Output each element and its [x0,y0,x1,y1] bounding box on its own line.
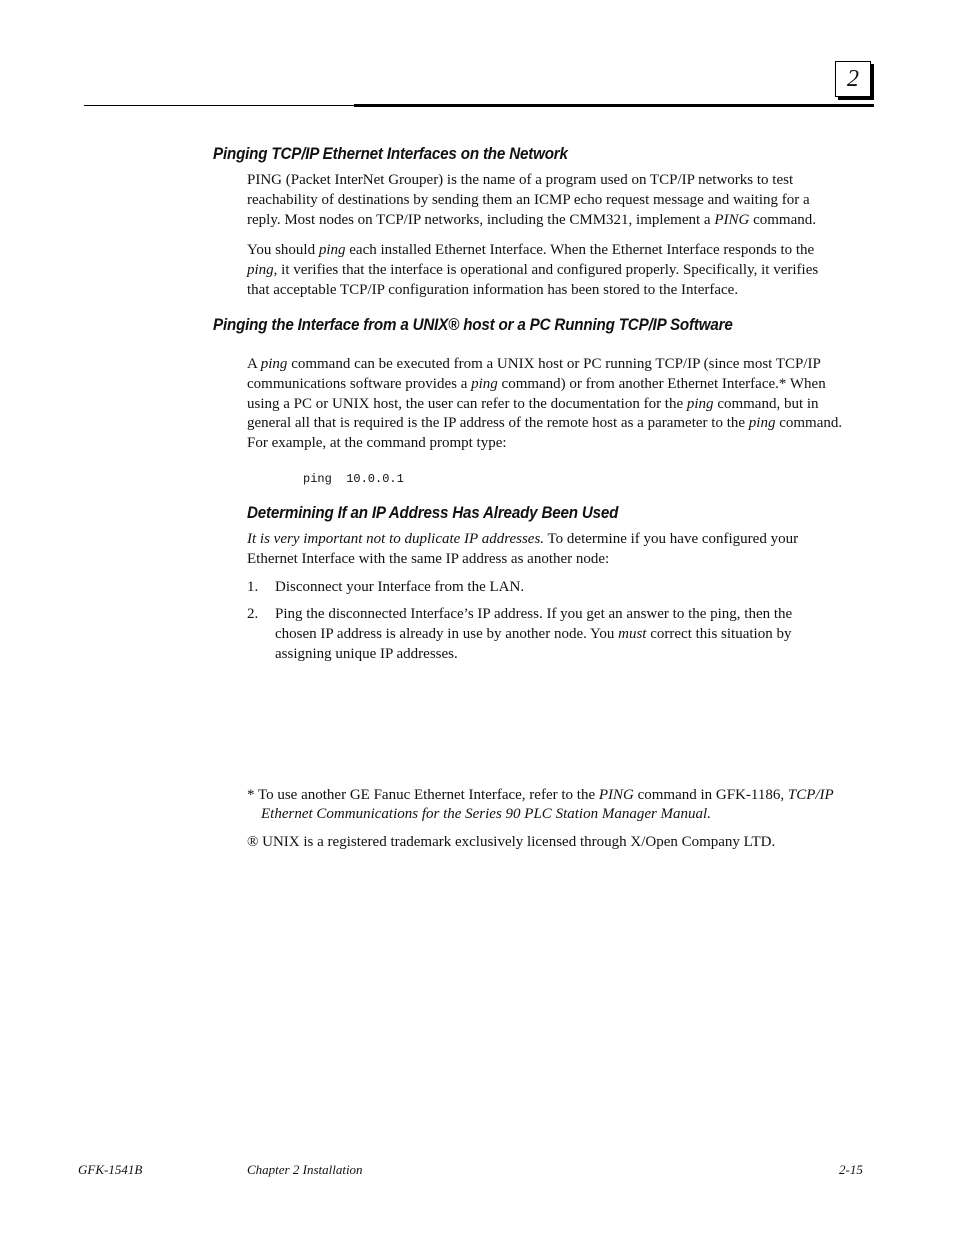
paragraph-ping-definition [247,171,816,230]
footnote-trademark: ® UNIX is a registered trademark exclusively licensed through X/Open Company LTD. [247,834,776,850]
footer-page-number: 2-15 [839,1162,863,1177]
section-heading-unix-pc: Pinging the Interface from a UNIX® host or a PC Running TCP/IP Software [213,316,733,334]
text-line: * To use another GE Fanuc Ethernet Interface, refer to the PING command in GFK-1186, TCP/IP [247,787,834,803]
text-line: For example, at the command prompt type: [247,435,507,452]
section-heading-pinging: Pinging TCP/IP Ethernet Interfaces on the Network [213,145,568,163]
header-rule-thin [84,105,354,106]
footer-doc-number: GFK-1541B [78,1162,143,1177]
text-line: communications software provides a ping command) or from another Ethernet Interface.* When [247,375,826,392]
text-line: Ethernet Interface with the same IP address as another node: [247,550,610,567]
text-line: It is very important not to duplicate IP addresses. To determine if you have configured your [247,531,799,547]
text-line: ping, it verifies that the interface is operational and configured properly. Specifically, it verifies [247,261,819,278]
paragraph-ping-each-interface [247,241,818,300]
text-line: that acceptable TCP/IP configuration information has been stored to the Interface. [247,281,739,298]
command-example: ping 10.0.0.1 [303,472,404,486]
subsection-heading-duplicate-ip: Determining If an IP Address Has Already Been Used [247,504,619,522]
header-rule-thick [354,104,874,107]
text-line: Ethernet Communications for the Series 90 PLC Station Manager Manual. [261,806,711,822]
step-number: 1. [247,579,259,595]
text-line: using a PC or UNIX host, the user can refer to the documentation for the ping command, but in [247,395,819,412]
footer-chapter: Chapter 2 Installation [247,1162,363,1177]
step-number: 2. [247,606,259,622]
text-line: You should ping each installed Ethernet Interface. When the Ethernet Interface responds to the [247,242,815,258]
chapter-number: 2 [847,65,859,92]
chapter-number-box [835,61,871,97]
step-text: Disconnect your Interface from the LAN. [275,579,525,595]
step-text: Ping the disconnected Interface’s IP address. If you get an answer to the ping, then the chosen IP address is already in use by another node. You must correct this situation by assigning unique IP addresses. [275,606,793,662]
text-line: PING (Packet InterNet Grouper) is the name of a program used on TCP/IP networks to test [247,172,794,188]
paragraph-ping-from-host [247,355,842,454]
footnote-asterisk [247,786,867,824]
text-line: reachability of destinations by sending them an ICMP echo request message and waiting for a [247,191,810,208]
paragraph-duplicate-warning [247,530,798,570]
text-line: A ping command can be executed from a UNIX host or PC running TCP/IP (since most TCP/IP [247,356,821,372]
text-line: reply. Most nodes on TCP/IP networks, including the CMM321, implement a PING command. [247,211,816,228]
text-line: general all that is required is the IP address of the remote host as a parameter to the ping command. [247,415,843,432]
